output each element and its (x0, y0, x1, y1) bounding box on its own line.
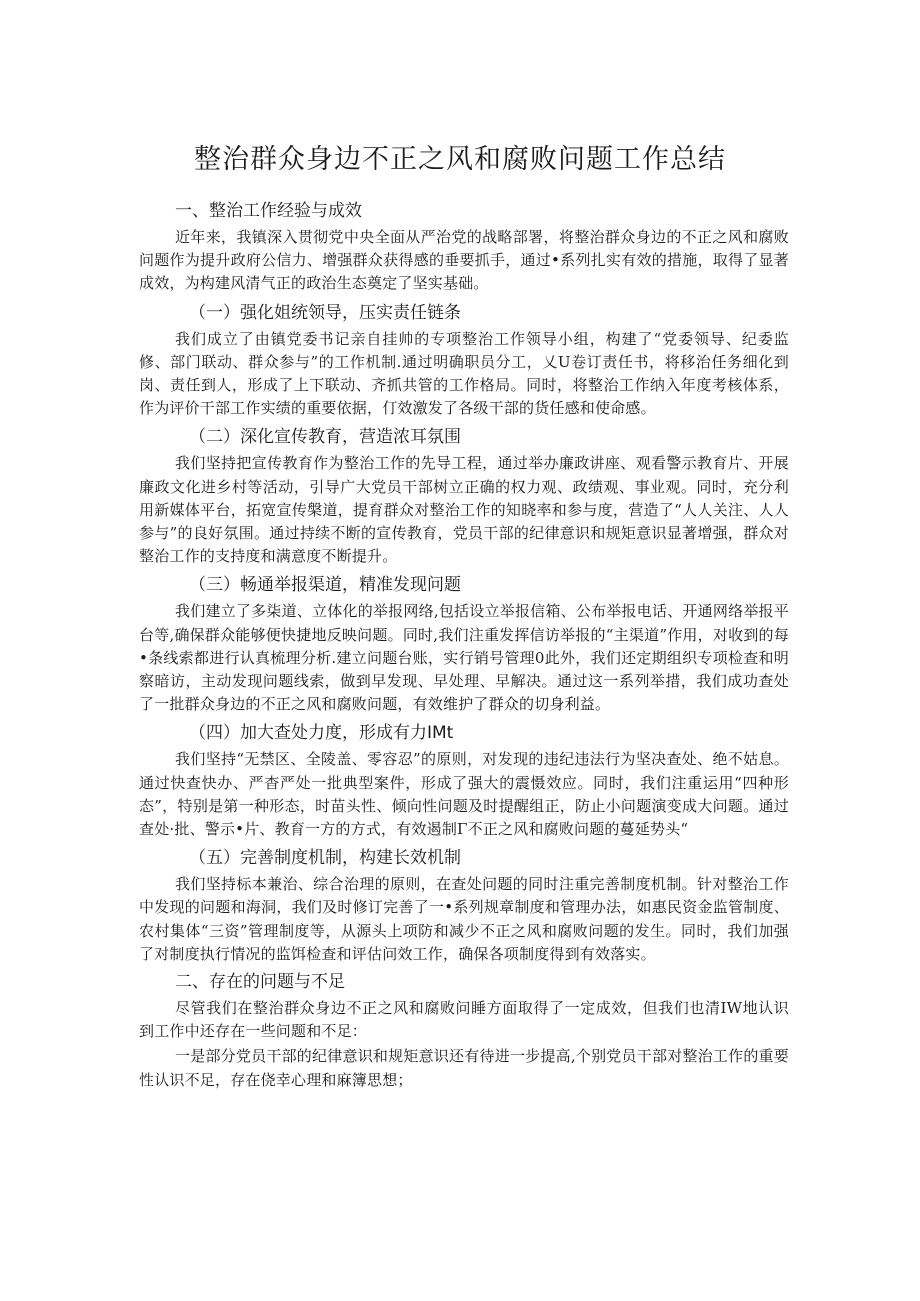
problems-point-paragraph: 一是部分党员干部的纪律意识和规矩意识还有待进一步提高,个别党员干部对整治工作的重要性认识不足，存在侥幸心理和麻簿思想； (139, 1047, 789, 1089)
section-intro-paragraph: 近年来，我镇深入贯彻党中央全面从严治党的战略部署，将整治群众身边的不正之风和腐败问题作为提升政府公信力、增强群众获得感的垂要抓手，通过•系列扎实有效的措施，取得了显著成效，为构建风清气正的政治生态奠定了坚实基础。 (139, 228, 789, 293)
subsection-heading-leadership: （一）强化姐统领导，压实责任链条 (189, 302, 461, 323)
subsection-paragraph-education: 我们坚持把宣传教育作为整治工作的先导工程，通过举办廉政讲座、观看警示教育片、开展廉政文化进乡村等活动，引导广大党员干部树立正确的权力观、政绩观、事业观。同时，充分利用新媒体平台，拓宽宣传槃道，提育群众对整治工作的知晓率和参与度，营造了“人人关注、人人参与”的良好氛围。通过持续不断的宣传教育，党员干部的纪律意识和规矩意识显著增强，群众对整治工作的支持度和满意度不断提升。 (139, 454, 789, 566)
document-title: 整治群众身边不正之风和腐败问题工作总结 (194, 144, 726, 175)
subsection-heading-investigation: （四）加大查处力度，形成有力IMt (189, 723, 454, 744)
subsection-heading-reporting: （三）畅通举报渠道，精准发现问题 (189, 575, 461, 596)
section-heading-problems: 二、存在的问题与不足 (175, 972, 345, 993)
problems-intro-paragraph: 尽管我们在整治群众身边不正之风和腐败问睡方面取得了一定成效，但我们也清IW地认识到工作中还存在一些问题和不足： (139, 999, 789, 1041)
subsection-heading-mechanism: （五）完善制度机制，构建长效机制 (189, 848, 461, 869)
subsection-paragraph-reporting: 我们建立了多柒道、立体化的举报网络,包括设立举报信箱、公布举报电话、开通网络举报平台等,确保群众能够便快捷地反映问题。同时,我们注重发挥信访举报的“主渠道”作用，对收到的每•条线索都进行认真梳理分析.建立问题台账，实行销号管理0此外，我们还定期组织专项检查和明察暗访，主动发现问题线索，做到早发现、早处理、早解决。通过这一系列举措，我们成功查处了一批群众身边的不正之风和腐败问题，有效维护了群众的切身利益。 (139, 602, 789, 714)
subsection-heading-education: （二）深化宣传教育，营造浓耳氛围 (189, 427, 461, 448)
subsection-paragraph-mechanism: 我们坚持标本兼治、综合治理的原则，在查处问题的同时注重完善制度机制。针对整治工作中发现的问题和海洞，我们及时修订完善了一•系列规章制度和管理办法，如惠民资金监管制度、农村集体“三资”管理制度等，从源头上项防和减少不正之风和腐败问题的发生。同时，我们加强了对制度执行情况的监饵检查和评估问效工作，确保各项制度得到有效落实。 (139, 875, 789, 963)
subsection-paragraph-investigation: 我们坚持“无禁区、全陵盖、零容忍”的原则，对发现的违纪违法行为坚决查处、绝不姑息。通过快查快办、严杳严处一批典型案件，形成了强大的震慑效应。同时，我们注重运用“四种形态”，特别是第一种形态，时苗头性、倾向性问题及时提醒组正，防止小问题演变成大问题。通过查处·批、警示•片、教育一方的方式，有效遏制Γ不正之风和腐败问题的蔓延势头“ (139, 750, 789, 839)
section-heading-experience: 一、整治工作经验与成效 (175, 201, 362, 221)
subsection-paragraph-leadership: 我们成立了由镇党委书记亲自挂帅的专项整治工作领导小组，构建了“党委领导、纪委监修、部门联动、群众参与”的工作机制.通过明确职员分工，乂U卷订责任书，将移治任务细化到岗、责任到人，形成了上下联动、齐抓共管的工作格局。同时，将整治工作纳入年度考核体系，作为评价干部工作实绩的重要依据，仃效激发了各级干部的货任感和使命感。 (139, 329, 789, 418)
document-body (139, 197, 789, 1094)
